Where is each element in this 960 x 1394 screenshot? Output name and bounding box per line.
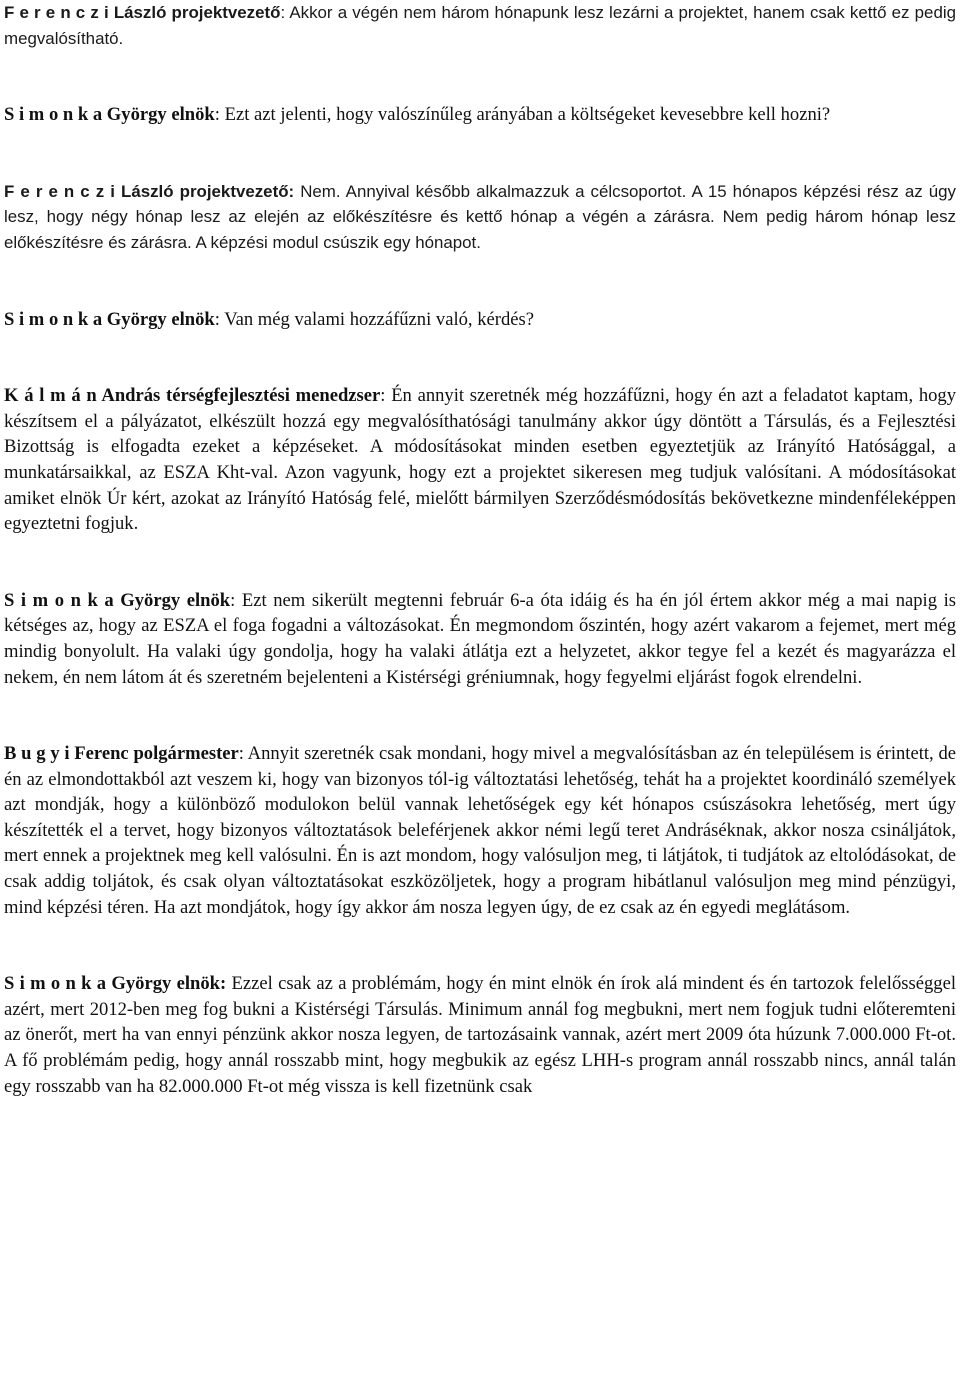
speaker-name: B u g y i Ferenc polgármester (4, 743, 239, 765)
paragraph-4 (4, 307, 956, 333)
speaker-name: S i m o n k a György elnök (4, 104, 215, 126)
speaker-name: S i m o n k a György elnök: (4, 973, 227, 995)
paragraph-text: : Van még valami hozzáfűzni való, kérdés? (214, 308, 535, 330)
paragraph-2 (4, 102, 956, 128)
speaker-name: S i m o n k a György elnök (4, 308, 215, 330)
paragraph-text: : Ezt nem sikerült megtenni február 6-a óta idáig és ha én jól értem akkor még a mai napig is kétséges az, hogy az ESZA el foga fogadni a változásokat. Én megmondom őszintén, hogy azért vakarom a fejemet, mert még mindig bonyolult. Ha valaki úgy gondolja, hogy ha valaki átlátja ezt a helyzetet, akkor tegye fel a kezét és magyarázza el nekem, én nem látom át és szeretném bejelenteni a Kistérségi gréniumnak, hogy fegyelmi eljárást fogok elrendelni. (4, 589, 956, 688)
paragraph-text: : Annyit szeretnék csak mondani, hogy mivel a megvalósításban az én településem is érintett, de én az elmondottakból azt veszem ki, hogy van bizonyos tól-ig változtatási lehetőség, tehát ha a projektet koordináló személyek azt mondják, hogy a különböző modulokon belül vannak lehetőségek egy két hónapos csúszásokra lehetőség, mert úgy készítették el a tervet, hogy bizonyos változtatások beleférjenek akkor némi legű teret Andráséknak, akkor nosza csináljátok, mert ennek a projektnek meg kell valósulni. Én is azt mondom, hogy valósuljon meg, ti látjátok, ti tudjátok az eltolódásokat, de csak addig toljátok, és csak olyan változtatásokat eszközöljetek, hogy a program hibátlanul valósuljon meg mind pénzügyi, mind képzési téren. Ha azt mondjátok, hogy így akkor ám nosza legyen úgy, de ez csak az én egyedi meglátásom. (4, 743, 957, 918)
paragraph-5 (4, 383, 956, 537)
paragraph-text: Nem. Annyival később alkalmazzuk a célcsoportot. A 15 hónapos képzési rész az úgy lesz, hogy négy hónap lesz az elején az előkészítésre és kettő hónap a végén a zárásra. Nem pedig három hónap lesz előkészítésre és zárásra. A képzési modul csúszik egy hónapot. (4, 181, 956, 252)
paragraph-text: Ezzel csak az a problémám, hogy én mint elnök én írok alá mindent és én tartozok felelősséggel azért, mert 2012-ben meg fog bukni a Kistérségi Társulás. Minimum annál fog megbukni, mert nem fogjuk tudni előteremteni az önerőt, mert ha van ennyi pénzünk akkor nosza legyen, de tartozásaink vannak, azért mert 2009 óta húzunk 7.000.000 Ft-ot. A fő problémám pedig, hogy annál rosszabb mint, hogy megbukik az egész LHH-s program annál rosszabb nincs, annál talán egy rosszabb van ha 82.000.000 Ft-ot még vissza is kell fizetnünk csak (4, 973, 957, 1097)
paragraph-text: : Ezt azt jelenti, hogy valószínűleg arányában a költségeket kevesebbre kell hozni? (214, 104, 831, 126)
speaker-name: S i m o n k a György elnök (4, 589, 231, 611)
paragraph-text: : Akkor a végén nem három hónapunk lesz lezárni a projektet, hanem csak kettő ez pedig megvalósítható. (4, 3, 956, 48)
speaker-name: F e r e n c z i László projektvezető: (4, 181, 295, 201)
paragraph-text: : Én annyit szeretnék még hozzáfűzni, hogy én azt a feladatot kaptam, hogy készítsem el a pályázatot, elkészült hozzá egy megvalósíthatósági tanulmány akkor úgy döntött a Társulás, és a Fejlesztési Bizottság is elfogadta ezeket a képzéseket. A módosításokat minden esetben egyeztetjük az Irányító Hatósággal, a munkatársaikkal, az ESZA Kht-val. Azon vagyunk, hogy ezt a projektet sikeresen meg tudjuk valósítani. A módosításokat amiket elnök Úr kért, azokat az Irányító Hatóság felé, mielőtt bármilyen Szerződésmódosítás bekövetkezne mindenféleképpen egyeztetni fogjuk. (4, 385, 957, 535)
paragraph-7 (4, 741, 956, 920)
paragraph-3 (4, 179, 956, 256)
document-page (4, 0, 956, 1099)
speaker-name: K á l m á n András térségfejlesztési menedzser (4, 385, 381, 407)
speaker-name: F e r e n c z i László projektvezető (4, 3, 281, 22)
paragraph-8 (4, 971, 956, 1099)
paragraph-6 (4, 588, 956, 690)
paragraph-1 (4, 0, 956, 51)
